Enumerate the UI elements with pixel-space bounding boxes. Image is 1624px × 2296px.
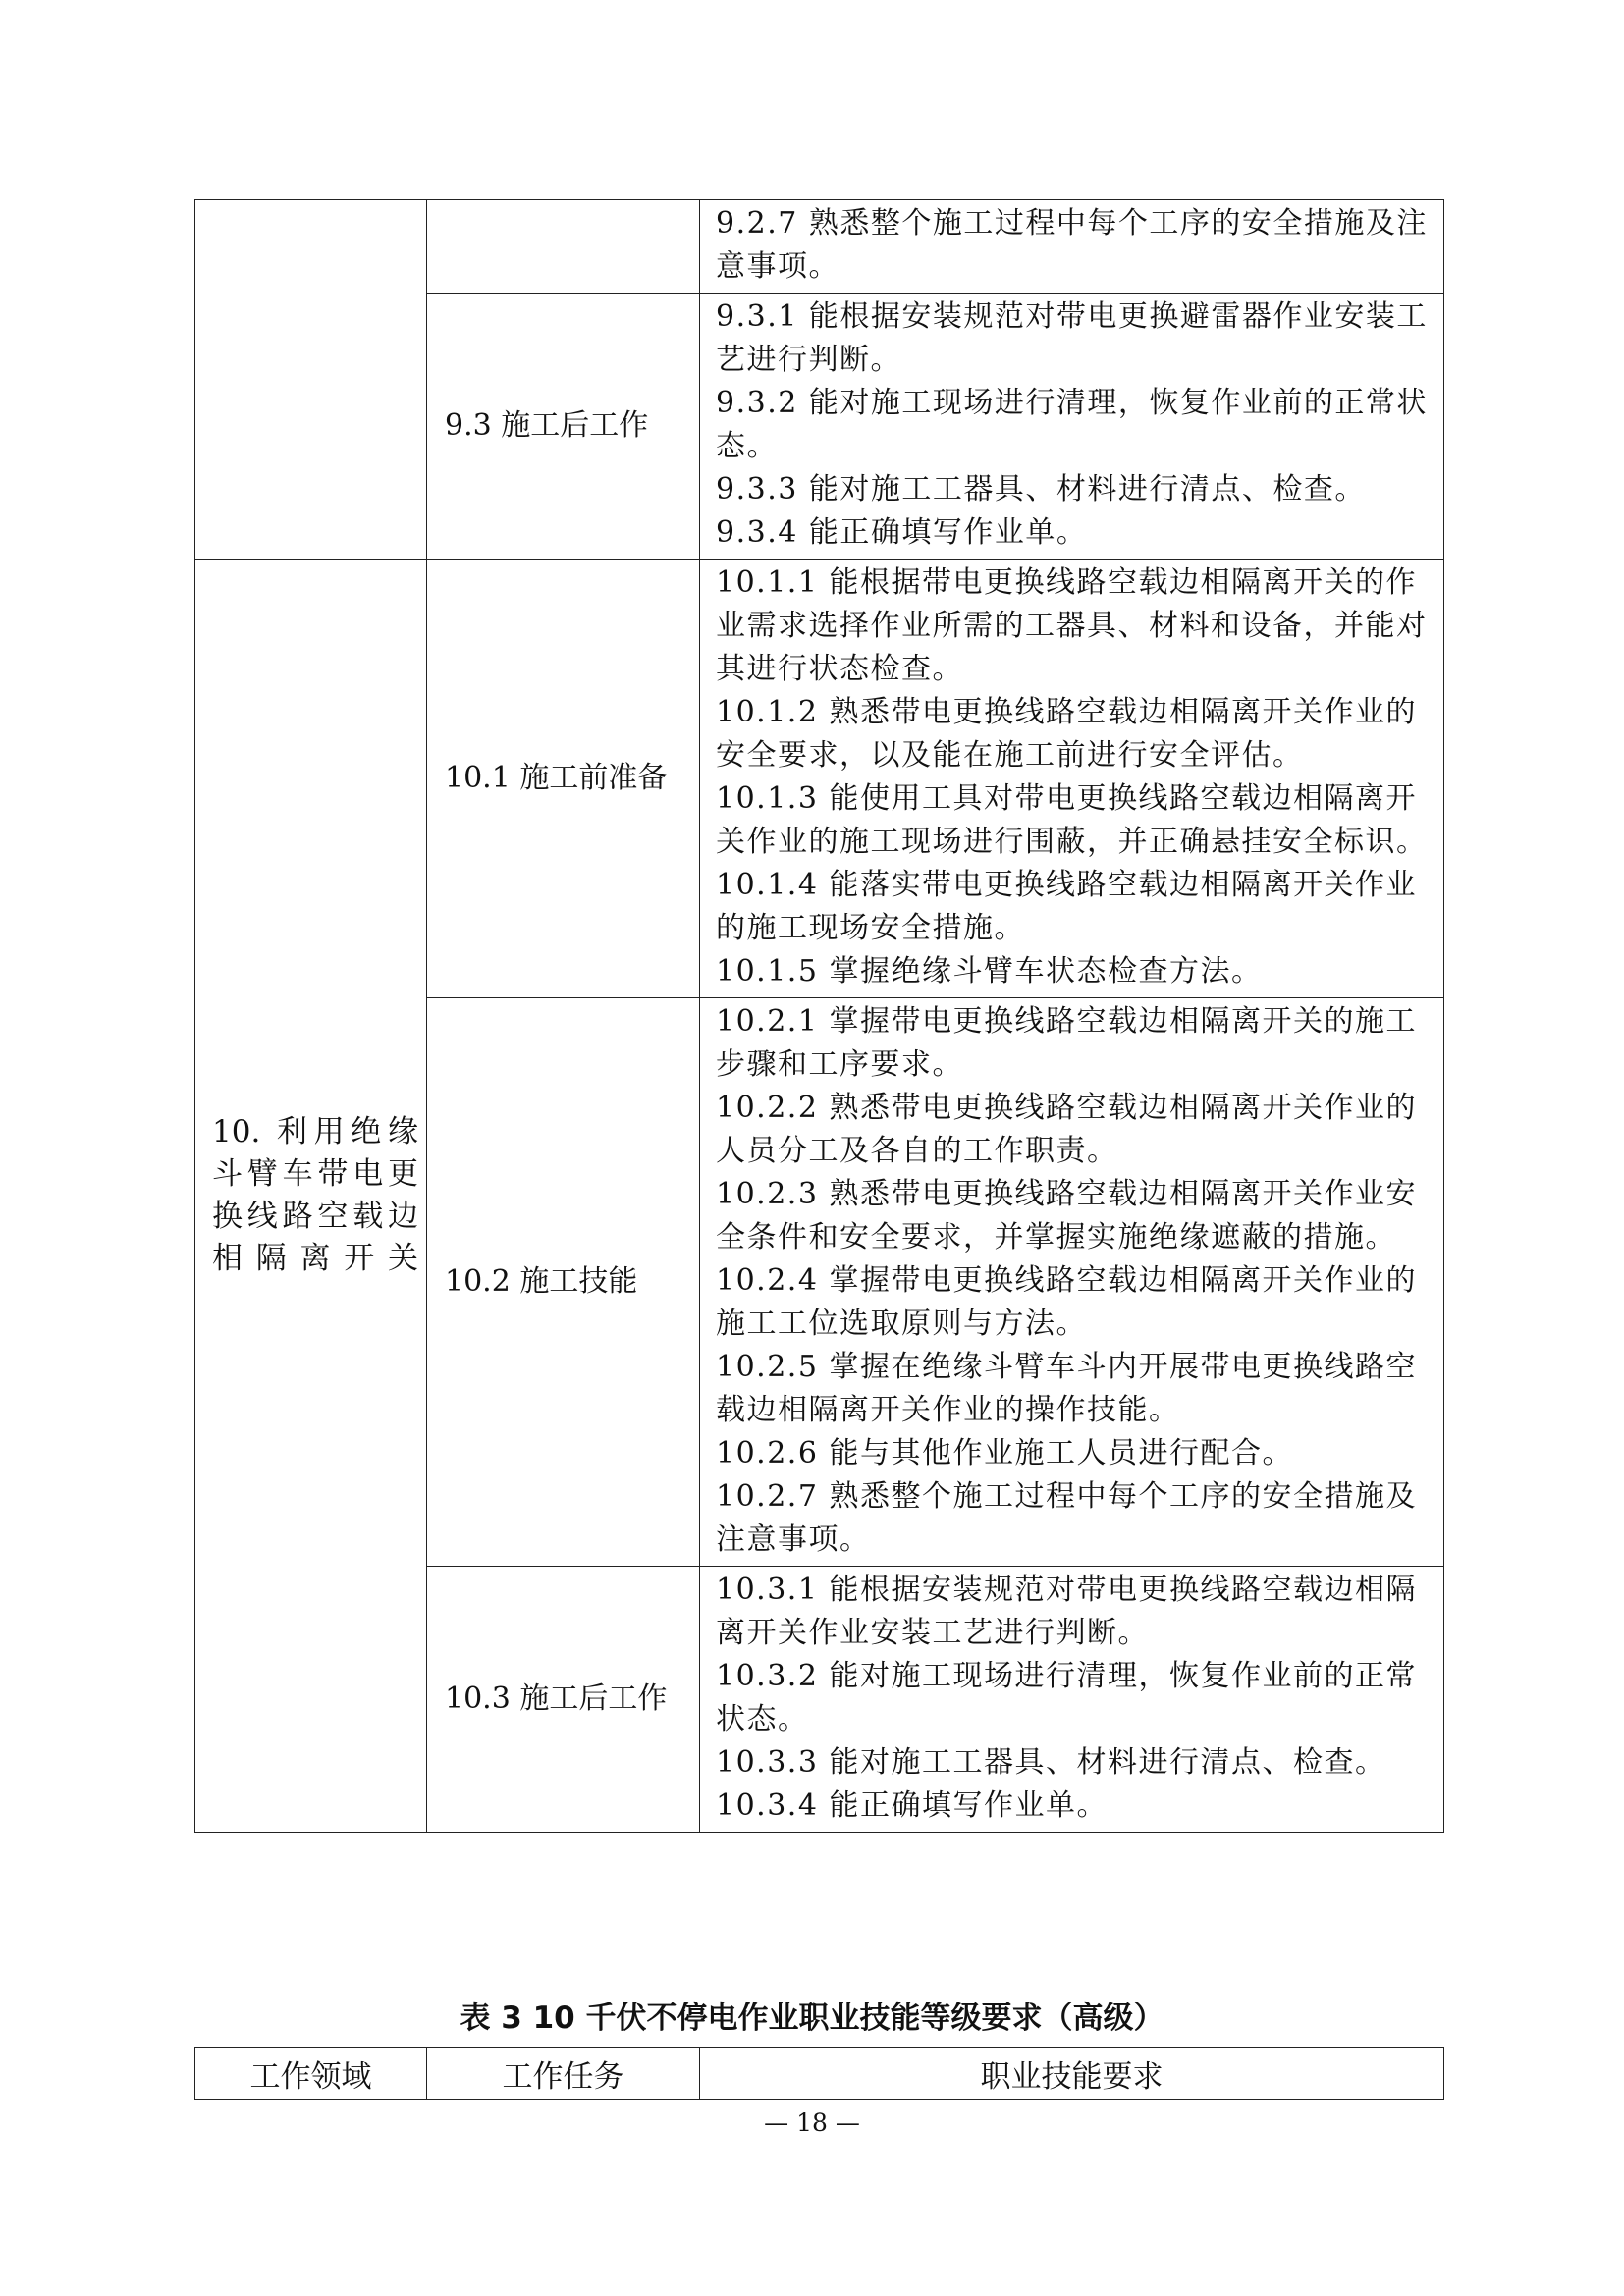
requirement-item: 10.1.2 熟悉带电更换线路空载边相隔离开关作业的安全要求，以及能在施工前进行安全评估。 — [716, 695, 1417, 773]
work-task-cell — [427, 200, 700, 294]
requirement-item: 9.3.4 能正确填写作业单。 — [716, 515, 1088, 550]
requirement-item: 9.2.7 熟悉整个施工过程中每个工序的安全措施及注意事项。 — [716, 206, 1428, 284]
header-row — [195, 2048, 1444, 2100]
header-skill-requirements: 职业技能要求 — [700, 2048, 1444, 2100]
table-row — [195, 200, 1444, 294]
work-task-cell: 10.1 施工前准备 — [427, 560, 700, 998]
requirement-item: 10.1.5 掌握绝缘斗臂车状态检查方法。 — [716, 954, 1263, 988]
work-task-cell: 9.3 施工后工作 — [427, 294, 700, 560]
header-work-area: 工作领域 — [195, 2048, 427, 2100]
requirements-cell — [700, 200, 1444, 294]
requirement-item: 10.1.4 能落实带电更换线路空载边相隔离开关作业的施工现场安全措施。 — [716, 868, 1417, 945]
table-row — [195, 560, 1444, 998]
requirement-item: 10.2.2 熟悉带电更换线路空载边相隔离开关作业的人员分工及各自的工作职责。 — [716, 1091, 1417, 1168]
next-table-header — [194, 2047, 1444, 2100]
requirement-item: 9.3.1 能根据安装规范对带电更换避雷器作业安装工艺进行判断。 — [716, 299, 1428, 377]
requirements-cell — [700, 998, 1444, 1567]
table-caption: 表 3 10 千伏不停电作业职业技能等级要求（高级） — [460, 2001, 1164, 2036]
requirement-item: 10.2.6 能与其他作业施工人员进行配合。 — [716, 1436, 1293, 1470]
requirements-cell — [700, 1567, 1444, 1833]
requirement-item: 10.2.1 掌握带电更换线路空载边相隔离开关的施工步骤和工序要求。 — [716, 1004, 1417, 1082]
work-area-cell: 10. 利用绝缘斗臂车带电更换线路空载边相隔离开关 — [195, 560, 427, 1833]
requirement-item: 10.2.3 熟悉带电更换线路空载边相隔离开关作业安全条件和安全要求，并掌握实施绝缘遮蔽的措施。 — [716, 1177, 1417, 1255]
page-number: — 18 — — [764, 2109, 860, 2137]
requirement-item: 10.3.2 能对施工现场进行清理，恢复作业前的正常状态。 — [716, 1659, 1417, 1736]
requirement-item: 9.3.3 能对施工工器具、材料进行清点、检查。 — [716, 472, 1366, 507]
requirement-item: 10.3.1 能根据安装规范对带电更换线路空载边相隔离开关作业安装工艺进行判断。 — [716, 1573, 1417, 1650]
requirement-item: 10.3.3 能对施工工器具、材料进行清点、检查。 — [716, 1745, 1386, 1780]
requirement-item: 10.1.1 能根据带电更换线路空载边相隔离开关的作业需求选择作业所需的工器具、材料和设备，并能对其进行状态检查。 — [716, 565, 1428, 686]
requirement-item: 9.3.2 能对施工现场进行清理，恢复作业前的正常状态。 — [716, 386, 1428, 463]
work-task-cell: 10.3 施工后工作 — [427, 1567, 700, 1833]
requirement-item: 10.2.4 掌握带电更换线路空载边相隔离开关作业的施工工位选取原则与方法。 — [716, 1263, 1417, 1341]
header-work-task: 工作任务 — [427, 2048, 700, 2100]
requirements-cell — [700, 560, 1444, 998]
requirements-cell — [700, 294, 1444, 560]
requirement-item: 10.3.4 能正确填写作业单。 — [716, 1789, 1108, 1823]
skills-table — [194, 199, 1444, 1833]
requirement-item: 10.2.5 掌握在绝缘斗臂车斗内开展带电更换线路空载边相隔离开关作业的操作技能。 — [716, 1350, 1417, 1427]
requirement-item: 10.1.3 能使用工具对带电更换线路空载边相隔离开关作业的施工现场进行围蔽，并正确悬挂安全标识。 — [716, 781, 1428, 859]
work-task-cell: 10.2 施工技能 — [427, 998, 700, 1567]
work-area-cell — [195, 200, 427, 560]
requirement-item: 10.2.7 熟悉整个施工过程中每个工序的安全措施及注意事项。 — [716, 1479, 1417, 1557]
